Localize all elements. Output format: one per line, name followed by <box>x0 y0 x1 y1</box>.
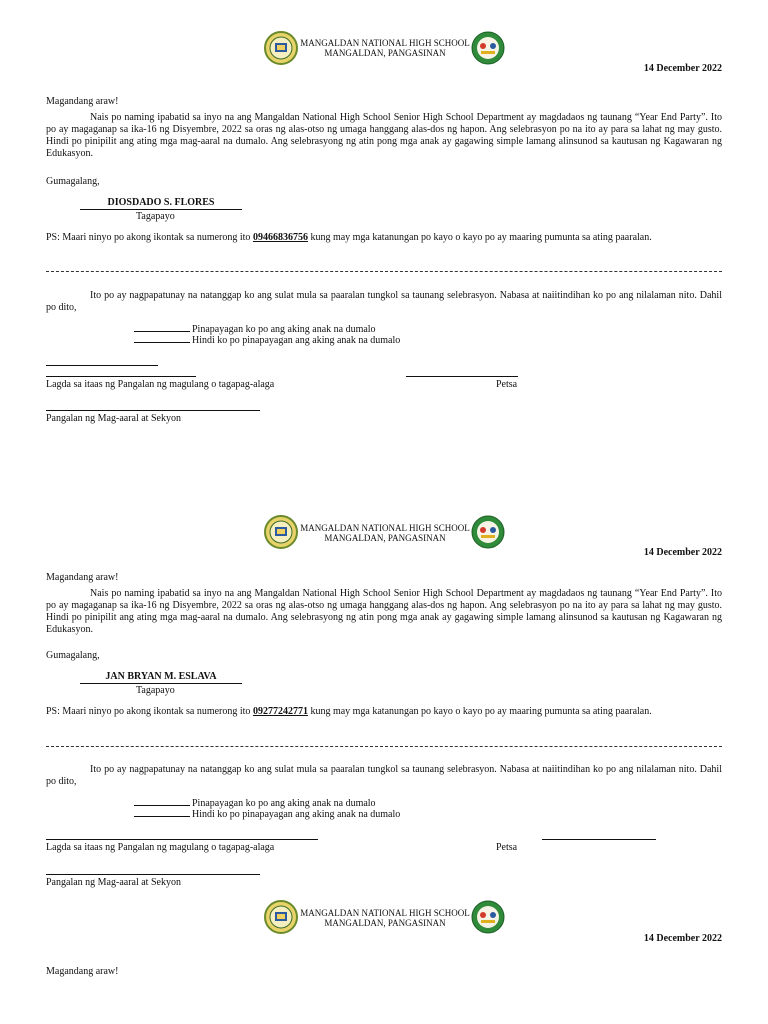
letter-body-text: Nais po naming ipabatid sa inyo na ang Mangaldan National High School Senior High School Department ay magdadaos ng taunang “Year End Party”. Ito po ay magaganap sa ika-16 ng Disyembre, 2022 sa oras ng alas-otso ng umaga hanggang alas-dos ng hapon. Ang selebrasyon po na ito ay para sa lahat ng may gusto. Hindi po pinipilit ang ating mga mag-aaral na dumalo. Ang selebrasyong ng atin pong mga anak ay gagawing simple lamang alinsunod sa kautusan ng Kagawaran ng Edukasyon. <box>46 588 722 635</box>
school-location: MANGALDAN, PANGASINAN <box>324 48 446 59</box>
shs-logo-icon <box>471 515 505 549</box>
school-seal-icon <box>264 900 298 934</box>
signature-label: Lagda sa itaas ng Pangalan ng magulang o tagapag-alaga <box>46 379 275 390</box>
cut-line <box>46 746 722 747</box>
greeting: Magandang araw! <box>46 966 119 977</box>
adviser-name: JAN BRYAN M. ESLAVA <box>80 671 242 684</box>
letter-date: 14 December 2022 <box>643 933 722 944</box>
letter-body-text: Nais po naming ipabatid sa inyo na ang Mangaldan National High School Senior High School Department ay magdadaos ng taunang “Year End Party”. Ito po ay magaganap sa ika-16 ng Disyembre, 2022 sa oras ng alas-otso ng umaga hanggang alas-dos ng hapon. Ang selebrasyon po na ito ay para sa lahat ng may gusto. Hindi po pinipilit ang ating mga mag-aaral na dumalo. Ang selebrasyong ng atin pong mga anak ay gagawing simple lamang alinsunod sa kautusan ng Kagawaran ng Edukasyon. <box>46 112 722 159</box>
school-name: MANGALDAN NATIONAL HIGH SCHOOL <box>300 523 470 533</box>
letter-date: 14 December 2022 <box>643 63 722 74</box>
option-deny: Hindi ko po pinapayagan ang aking anak na dumalo <box>134 809 400 821</box>
school-header <box>300 38 470 59</box>
student-line[interactable] <box>46 874 260 875</box>
student-line[interactable] <box>46 410 260 411</box>
adviser-name: DIOSDADO S. FLORES <box>80 197 242 210</box>
option-allow: Pinapayagan ko po ang aking anak na dumalo <box>134 324 376 336</box>
date-line[interactable] <box>542 839 656 840</box>
cut-line <box>46 271 722 272</box>
signature-label: Lagda sa itaas ng Pangalan ng magulang o tagapag-alaga <box>46 842 275 853</box>
closing: Gumagalang, <box>46 650 100 661</box>
closing: Gumagalang, <box>46 176 100 187</box>
greeting: Magandang araw! <box>46 572 119 583</box>
school-location: MANGALDAN, PANGASINAN <box>324 533 446 544</box>
school-header <box>300 523 470 544</box>
signature-line-2[interactable] <box>46 376 196 377</box>
school-location: MANGALDAN, PANGASINAN <box>324 918 446 929</box>
ps-note: PS: Maari ninyo po akong ikontak sa numerong ito 09277242771 kung may mga katanungan po kayo o kayo po ay maaring pumunta sa ating paaralan. <box>46 706 652 717</box>
school-header <box>300 908 470 929</box>
ps-note: PS: Maari ninyo po akong ikontak sa numerong ito 09466836756 kung may mga katanungan po kayo o kayo po ay maaring pumunta sa ating paaralan. <box>46 232 652 243</box>
date-label: Petsa <box>496 379 518 390</box>
signature-line[interactable] <box>46 365 158 366</box>
deny-blank[interactable] <box>134 816 190 817</box>
shs-logo-icon <box>471 900 505 934</box>
greeting: Magandang araw! <box>46 96 119 107</box>
allow-blank[interactable] <box>134 805 190 806</box>
date-line[interactable] <box>406 376 518 377</box>
school-name: MANGALDAN NATIONAL HIGH SCHOOL <box>300 38 470 48</box>
adviser-title: Tagapayo <box>136 211 175 222</box>
deny-blank[interactable] <box>134 342 190 343</box>
student-label: Pangalan ng Mag-aaral at Sekyon <box>46 413 181 424</box>
reply-text: Ito po ay nagpapatunay na natanggap ko ang sulat mula sa paaralan tungkol sa taunang selebrasyon. Nabasa at naiitindihan ko po ang nilalaman nito. Dahil po dito, <box>46 290 722 313</box>
option-deny: Hindi ko po pinapayagan ang aking anak na dumalo <box>134 335 400 347</box>
reply-text: Ito po ay nagpapatunay na natanggap ko ang sulat mula sa paaralan tungkol sa taunang selebrasyon. Nabasa at naiitindihan ko po ang nilalaman nito. Dahil po dito, <box>46 764 722 787</box>
shs-logo-icon <box>471 31 505 65</box>
school-seal-icon <box>264 31 298 65</box>
school-seal-icon <box>264 515 298 549</box>
contact-number: 09466836756 <box>252 232 308 243</box>
letter-body <box>46 112 722 160</box>
letter-body <box>46 588 722 636</box>
adviser-title: Tagapayo <box>136 685 175 696</box>
contact-number: 09277242771 <box>252 706 308 717</box>
allow-blank[interactable] <box>134 331 190 332</box>
date-label: Petsa <box>496 842 518 853</box>
letter-date: 14 December 2022 <box>643 547 722 558</box>
school-name: MANGALDAN NATIONAL HIGH SCHOOL <box>300 908 470 918</box>
student-label: Pangalan ng Mag-aaral at Sekyon <box>46 877 181 888</box>
signature-line[interactable] <box>46 839 318 840</box>
option-allow: Pinapayagan ko po ang aking anak na dumalo <box>134 798 376 810</box>
